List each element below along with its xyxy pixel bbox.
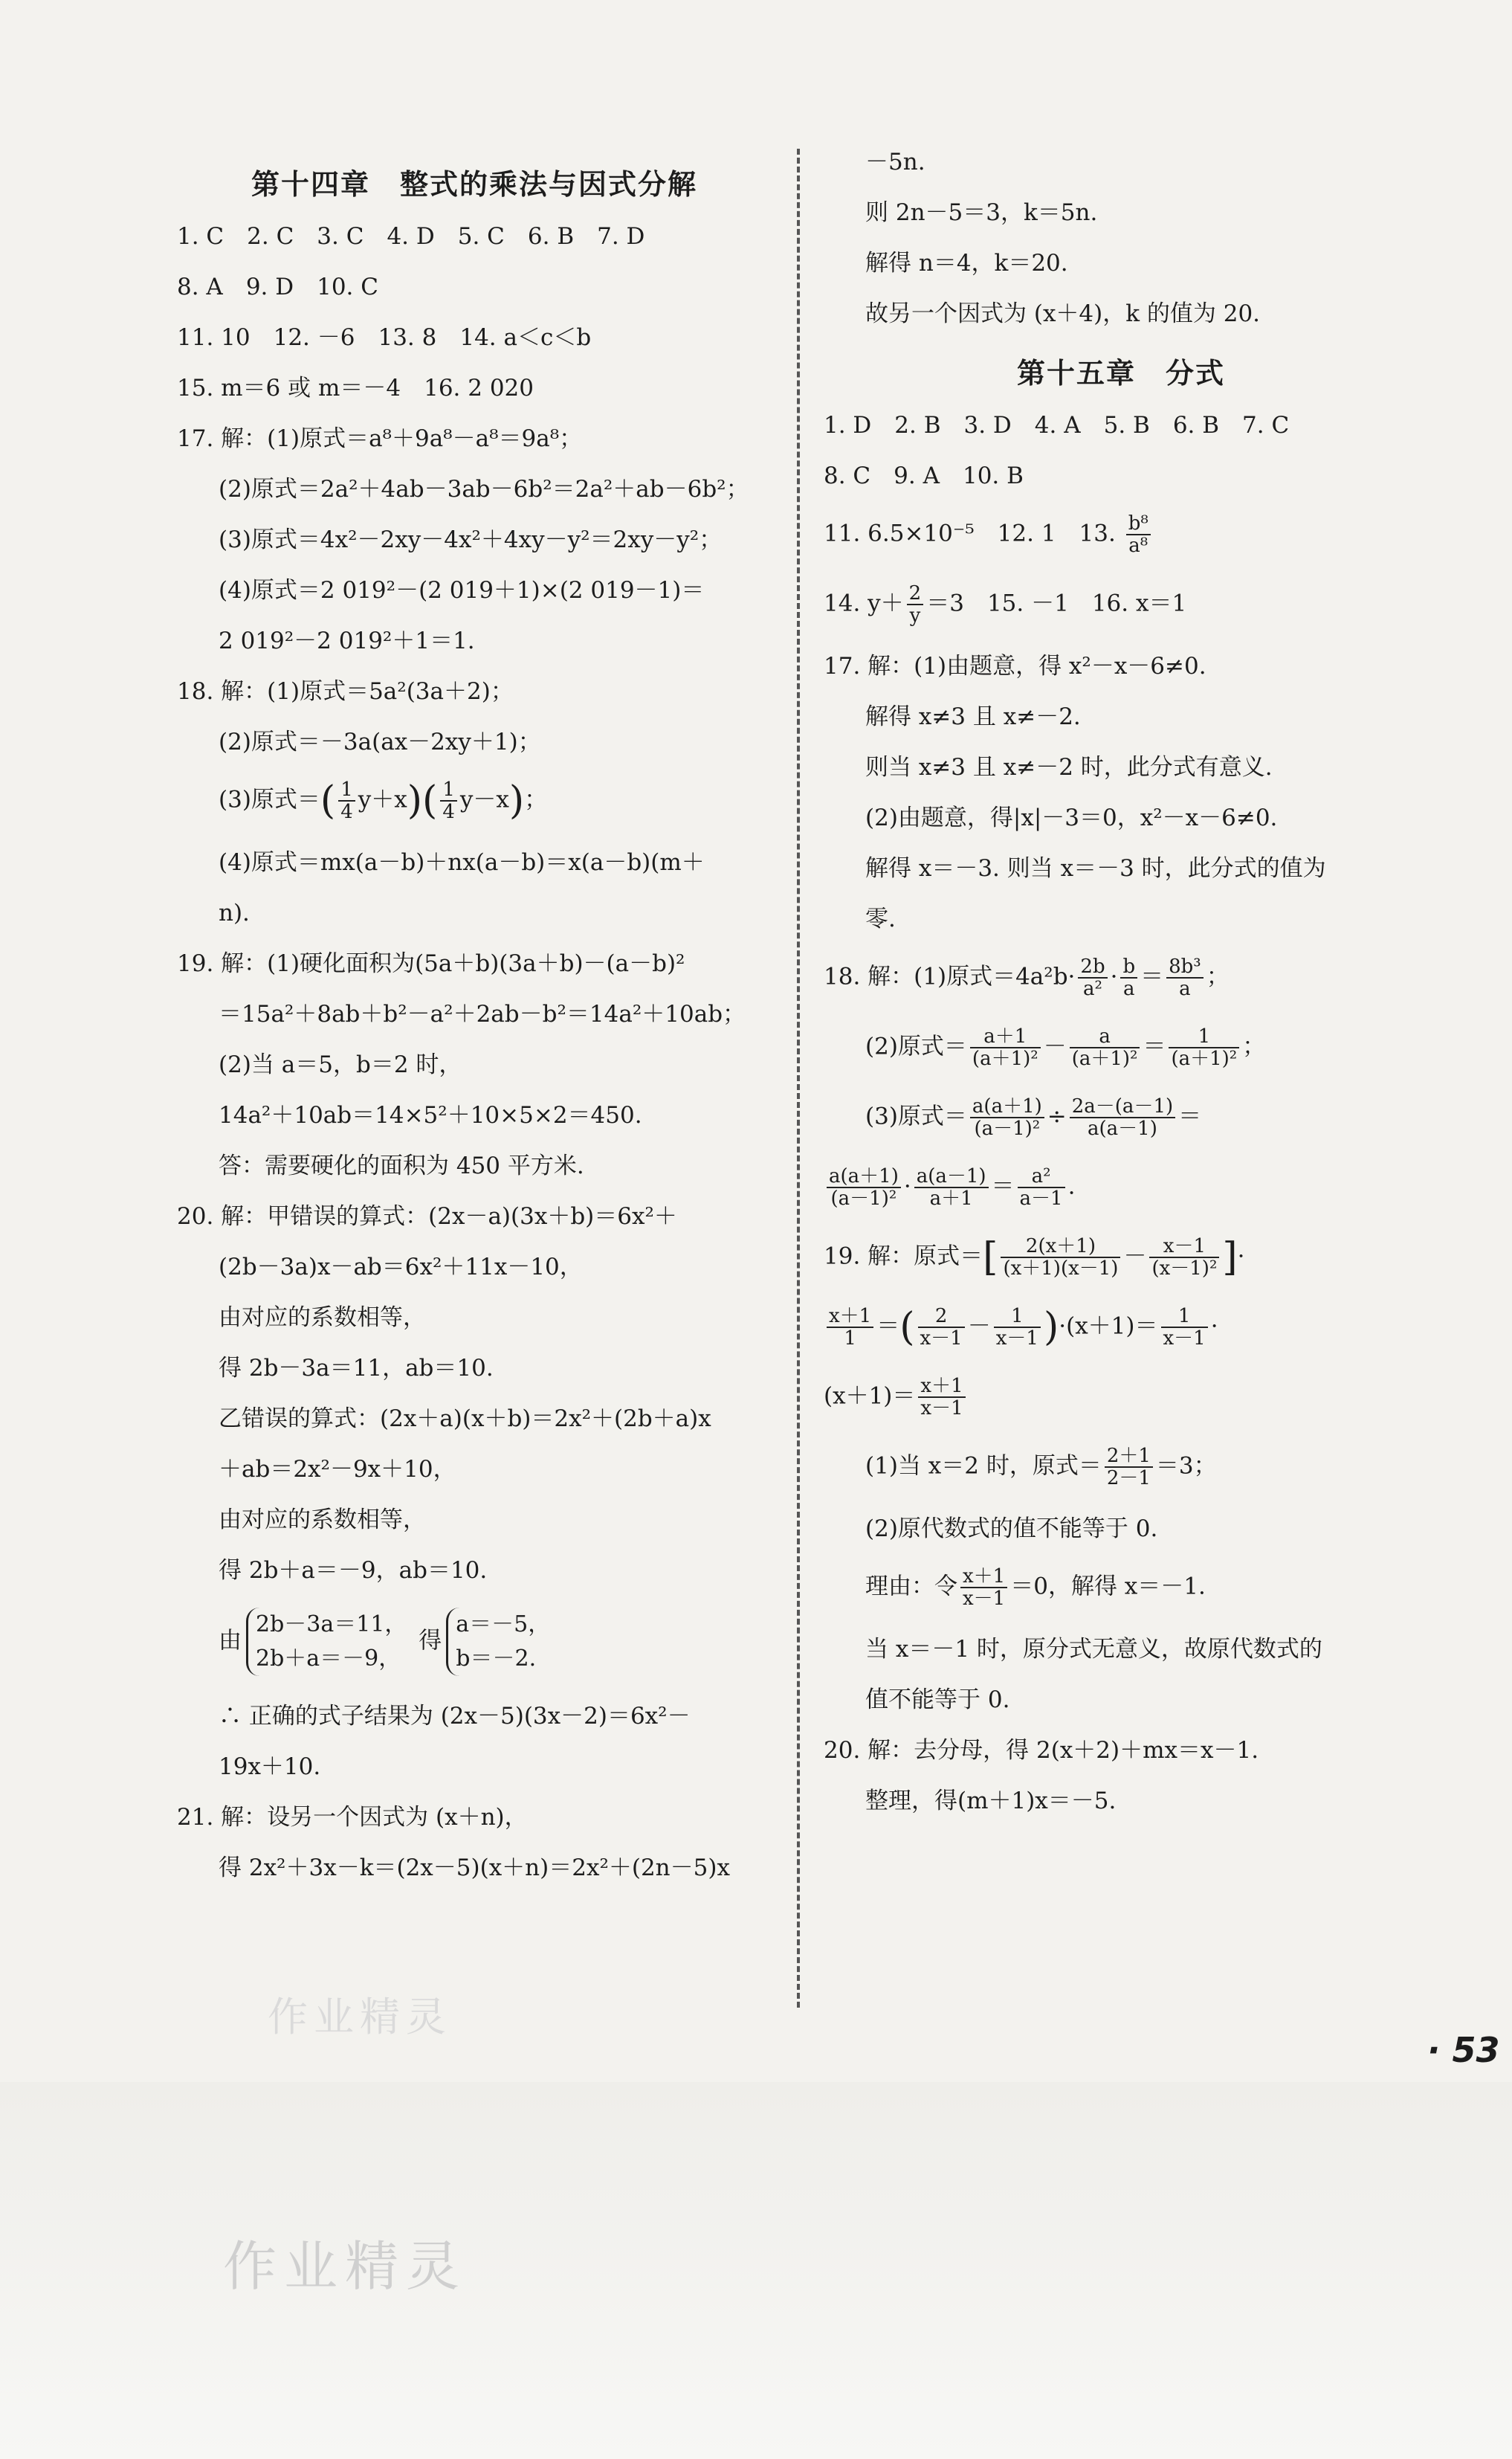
solution-line: 得 2b＋a＝－9，ab＝10. bbox=[219, 1557, 488, 1584]
solution-line: ＝15a²＋8ab＋b²－a²＋2ab－b²＝14a²＋10ab； bbox=[219, 1001, 746, 1028]
solution-line: (4)原式＝2 019²－(2 019＋1)×(2 019－1)＝ bbox=[219, 577, 705, 604]
numerator: a bbox=[1070, 1026, 1140, 1048]
fraction bbox=[827, 1166, 901, 1209]
equation: 2b＋a＝－9， bbox=[256, 1646, 401, 1672]
fraction bbox=[1120, 956, 1137, 999]
numerator: a＋1 bbox=[970, 1026, 1041, 1048]
numerator: 2 bbox=[918, 1306, 965, 1328]
solution-line: 14a²＋10ab＝14×5²＋10×5×2＝450. bbox=[219, 1102, 642, 1129]
denominator: x－1 bbox=[1163, 1327, 1206, 1350]
fraction bbox=[1169, 1026, 1239, 1069]
denominator: a bbox=[1179, 978, 1191, 1000]
solution-line bbox=[824, 1376, 1418, 1419]
denominator: x－1 bbox=[963, 1588, 1006, 1610]
watermark-inline: 作业精灵 bbox=[268, 1994, 452, 2040]
text: ＝3； bbox=[1155, 1452, 1217, 1480]
solution-line: 得 2b－3a＝11，ab＝10. bbox=[219, 1355, 494, 1382]
answer-line bbox=[824, 583, 1418, 626]
text: 得 bbox=[419, 1627, 442, 1654]
solution-line: 乙错误的算式：(2x＋a)(x＋b)＝2x²＋(2b＋a)x bbox=[219, 1405, 711, 1432]
solution-line: 由对应的系数相等， bbox=[219, 1304, 426, 1331]
denominator: 4 bbox=[340, 801, 353, 823]
fraction bbox=[960, 1566, 1007, 1609]
fraction bbox=[1078, 956, 1107, 999]
solution-line: 19. 解：原式＝[ $\frac{2(x+1)}{(x+1)(x-1)}$ － $\frac{x-1}{\text{(x－1)²}}$ ]· bbox=[824, 1235, 1245, 1280]
text: 19. 解：原式＝ bbox=[824, 1243, 983, 1270]
solution-line: (2b－3a)x－ab＝6x²＋11x－10， bbox=[219, 1254, 583, 1280]
text: ＝0，解得 x＝－1. bbox=[1010, 1573, 1206, 1600]
text: ＝3 15. －1 16. x＝1 bbox=[926, 590, 1187, 617]
denominator: (a＋1)² bbox=[1171, 1048, 1238, 1070]
equation: a＝－5， bbox=[456, 1611, 551, 1637]
denominator: 1 bbox=[844, 1327, 856, 1350]
fraction bbox=[1001, 1236, 1120, 1279]
denominator: x－1 bbox=[920, 1397, 963, 1419]
text: (3)原式＝ bbox=[219, 786, 320, 813]
numerator: x＋1 bbox=[918, 1376, 965, 1398]
fraction bbox=[994, 1306, 1041, 1349]
equation-system bbox=[446, 1608, 550, 1676]
numerator: 1 bbox=[1161, 1306, 1208, 1328]
equation-system bbox=[246, 1608, 407, 1676]
answer-line: 11. 10 12. －6 13. 8 14. a＜c＜b bbox=[177, 324, 592, 351]
fraction bbox=[970, 1096, 1044, 1139]
answer-line: 1. D 2. B 3. D 4. A 5. B 6. B 7. C bbox=[824, 412, 1290, 439]
denominator: a(a－1) bbox=[1088, 1118, 1157, 1140]
fraction bbox=[440, 779, 457, 822]
text: y＋x bbox=[358, 786, 407, 813]
solution-line: (2)当 a＝5，b＝2 时， bbox=[219, 1051, 462, 1078]
denominator: a－1 bbox=[1019, 1187, 1063, 1210]
fraction bbox=[1166, 956, 1204, 999]
numerator: a² bbox=[1018, 1166, 1065, 1188]
solution-line: ∴ 正确的式子结果为 (2x－5)(3x－2)＝6x²－ bbox=[219, 1703, 691, 1730]
numerator: 2a－(a－1) bbox=[1070, 1096, 1175, 1118]
fraction bbox=[1126, 513, 1151, 556]
chapter-15-title: 第十五章 分式 bbox=[1016, 356, 1225, 390]
solution-line: $\frac{x+1}{1}$ ＝( $\frac{2}{x-1}$ － $\frac{1}{x-1}$ )·(x＋1)＝ $\frac{1}{x-1}$ · bbox=[824, 1306, 1418, 1349]
page-number: · 53 bbox=[1427, 2030, 1500, 2070]
denominator: x－1 bbox=[920, 1327, 963, 1350]
answer-line bbox=[824, 513, 1418, 556]
text: (2)原式＝ bbox=[865, 1033, 967, 1060]
solution-line: 整理，得(m＋1)x＝－5. bbox=[865, 1788, 1117, 1814]
solution-line: 当 x＝－1 时，原分式无意义，故原代数式的 bbox=[865, 1636, 1322, 1663]
solution-line: 19. 解：(1)硬化面积为(5a＋b)(3a＋b)－(a－b)² bbox=[177, 950, 685, 977]
fraction bbox=[918, 1306, 965, 1349]
answer-line: 1. C 2. C 3. C 4. D 5. C 6. B 7. D bbox=[177, 223, 645, 250]
text: 11. 6.5×10⁻⁵ 12. 1 13. bbox=[824, 520, 1116, 547]
denominator: (a＋1)² bbox=[1071, 1048, 1138, 1070]
numerator: 1 bbox=[994, 1306, 1041, 1328]
solution-line: $\frac{a(a+1)}{\text{(a－1)²}}$ · $\frac{a(a-1)}{a+1}$ ＝ $\frac{\text{a²}}{a-1}$ . bbox=[824, 1166, 1418, 1209]
solution-line: 则 2n－5＝3，k＝5n. bbox=[865, 199, 1098, 226]
text: y－x bbox=[459, 786, 509, 813]
solution-line bbox=[824, 1566, 1418, 1609]
solution-line: (3)原式＝ $\frac{a(a+1)}{\text{(a－1)²}}$ ÷ $\frac{2a-(a-1)}{a(a-1)}$ ＝ bbox=[865, 1095, 1202, 1140]
numerator: 2 bbox=[907, 583, 924, 605]
solution-line: (4)原式＝mx(a－b)＋nx(a－b)＝x(a－b)(m＋ bbox=[219, 849, 705, 876]
numerator: 1 bbox=[440, 779, 457, 802]
fraction bbox=[918, 1376, 965, 1419]
chapter-14-title: 第十四章 整式的乘法与因式分解 bbox=[251, 167, 697, 201]
denominator: (a＋1)² bbox=[972, 1048, 1038, 1070]
denominator: a⁸ bbox=[1128, 535, 1148, 557]
text: 14. y＋ bbox=[824, 590, 904, 617]
denominator: x－1 bbox=[995, 1327, 1038, 1350]
column-divider bbox=[797, 149, 800, 2008]
solution-line: 值不能等于 0. bbox=[865, 1686, 1010, 1713]
numerator: b bbox=[1120, 956, 1137, 979]
solution-line: 解得 x＝－3. 则当 x＝－3 时，此分式的值为 bbox=[865, 855, 1326, 882]
solution-line: (3)原式＝4x²－2xy－4x²＋4xy－y²＝2xy－y²； bbox=[219, 526, 723, 553]
denominator: a² bbox=[1083, 978, 1102, 1000]
numerator: a(a＋1) bbox=[970, 1096, 1044, 1118]
solution-line: 答：需要硬化的面积为 450 平方米. bbox=[219, 1153, 584, 1179]
solution-line: n). bbox=[219, 900, 250, 926]
solution-line: 2 019²－2 019²＋1＝1. bbox=[219, 628, 475, 654]
solution-line: －5n. bbox=[865, 149, 925, 175]
numerator: 2b bbox=[1078, 956, 1107, 979]
solution-line: (2)原式＝－3a(ax－2xy＋1)； bbox=[219, 729, 541, 755]
denominator: 4 bbox=[442, 801, 455, 823]
numerator: 2＋1 bbox=[1105, 1446, 1153, 1468]
solution-line: 21. 解：设另一个因式为 (x＋n)， bbox=[177, 1804, 528, 1831]
solution-line: 故另一个因式为 (x＋4)，k 的值为 20. bbox=[865, 300, 1261, 327]
solution-line: 零. bbox=[865, 906, 896, 932]
text: 理由：令 bbox=[865, 1573, 957, 1600]
answer-line: 8. A 9. D 10. C bbox=[177, 274, 378, 300]
solution-line: ＋ab＝2x²－9x＋10， bbox=[219, 1456, 456, 1483]
solution-line bbox=[824, 1446, 1418, 1489]
solution-line: 20. 解：甲错误的算式：(2x－a)(3x＋b)＝6x²＋ bbox=[177, 1203, 677, 1230]
numerator: a(a＋1) bbox=[827, 1166, 901, 1188]
solution-line: 得 2x²＋3x－k＝(2x－5)(x＋n)＝2x²＋(2n－5)x bbox=[219, 1854, 730, 1881]
solution-line: 由对应的系数相等， bbox=[219, 1506, 426, 1533]
fraction bbox=[907, 583, 924, 626]
equation: b＝－2. bbox=[456, 1646, 537, 1672]
numerator: 2(x＋1) bbox=[1001, 1236, 1120, 1258]
denominator: y bbox=[909, 605, 921, 627]
right-column bbox=[824, 149, 1418, 1838]
fraction bbox=[1070, 1026, 1140, 1069]
fraction bbox=[970, 1026, 1041, 1069]
denominator: 2－1 bbox=[1106, 1467, 1151, 1489]
text: 18. 解：(1)原式＝4a²b· bbox=[824, 963, 1076, 990]
numerator: x－1 bbox=[1149, 1236, 1219, 1258]
text: ·(x＋1)＝ bbox=[1059, 1312, 1158, 1340]
solution-line: 解得 n＝4，k＝20. bbox=[865, 250, 1068, 277]
solution-line: (3)原式＝( $\frac{1}{4}$ y＋x)( $\frac{1}{4}$ y－x)； bbox=[219, 779, 548, 823]
solution-line: (2)原代数式的值不能等于 0. bbox=[865, 1515, 1158, 1542]
denominator: (x＋1)(x－1) bbox=[1003, 1257, 1119, 1280]
watermark: 作业精灵 bbox=[223, 2235, 468, 2298]
fraction bbox=[1161, 1306, 1208, 1349]
solution-line: (2)原式＝2a²＋4ab－3ab－6b²＝2a²＋ab－6b²； bbox=[219, 476, 749, 503]
solution-line: 19x＋10. bbox=[219, 1753, 321, 1780]
numerator: 1 bbox=[1169, 1026, 1239, 1048]
numerator: b⁸ bbox=[1126, 513, 1151, 535]
fraction bbox=[914, 1166, 989, 1209]
solution-line: (2)原式＝ $\frac{a+1}{\text{(a＋1)²}}$ － $\frac{a}{\text{(a＋1)²}}$ ＝ $\frac{1}{\text{(a＋1)²}}$ ； bbox=[865, 1025, 1266, 1070]
numerator: 8b³ bbox=[1166, 956, 1204, 979]
left-column bbox=[177, 149, 772, 1905]
denominator: (a－1)² bbox=[830, 1187, 897, 1210]
fraction bbox=[338, 779, 355, 822]
solution-line: 18. 解：(1)原式＝4a²b· $\frac{2b}{\text{a²}}$ · $\frac{b}{a}$ ＝ $\frac{\text{8b³}}{a}$ ； bbox=[824, 955, 1230, 1000]
solution-line: 17. 解：(1)由题意，得 x²－x－6≠0. bbox=[824, 653, 1206, 680]
denominator: a bbox=[1123, 978, 1135, 1000]
text: (3)原式＝ bbox=[865, 1103, 967, 1130]
text: 由 bbox=[219, 1627, 242, 1654]
numerator: a(a－1) bbox=[914, 1166, 989, 1188]
fraction bbox=[1070, 1096, 1175, 1139]
answer-line: 15. m＝6 或 m＝－4 16. 2 020 bbox=[177, 375, 534, 402]
answer-line: 8. C 9. A 10. B bbox=[824, 463, 1024, 489]
fraction bbox=[827, 1306, 873, 1349]
solution-line: 18. 解：(1)原式＝5a²(3a＋2)； bbox=[177, 678, 514, 705]
equation: 2b－3a＝11， bbox=[256, 1611, 407, 1637]
solution-line: 则当 x≠3 且 x≠－2 时，此分式有意义. bbox=[865, 754, 1273, 781]
text: (x＋1)＝ bbox=[824, 1382, 916, 1410]
fraction bbox=[1018, 1166, 1065, 1209]
solution-line: 解得 x≠3 且 x≠－2. bbox=[865, 703, 1081, 730]
numerator: x＋1 bbox=[827, 1306, 873, 1328]
fraction bbox=[1149, 1236, 1219, 1279]
solution-line: (2)由题意，得|x|－3＝0，x²－x－6≠0. bbox=[865, 805, 1278, 831]
solution-line: 20. 解：去分母，得 2(x＋2)＋mx＝x－1. bbox=[824, 1737, 1259, 1764]
equation-system-line bbox=[177, 1608, 772, 1676]
fraction bbox=[1105, 1446, 1153, 1489]
denominator: (a－1)² bbox=[974, 1118, 1041, 1140]
denominator: (x－1)² bbox=[1151, 1257, 1218, 1280]
denominator: a＋1 bbox=[929, 1187, 973, 1210]
numerator: 1 bbox=[338, 779, 355, 802]
numerator: x＋1 bbox=[960, 1566, 1007, 1588]
text: (1)当 x＝2 时，原式＝ bbox=[865, 1452, 1102, 1480]
solution-line: 17. 解：(1)原式＝a⁸＋9a⁸－a⁸＝9a⁸； bbox=[177, 425, 583, 452]
